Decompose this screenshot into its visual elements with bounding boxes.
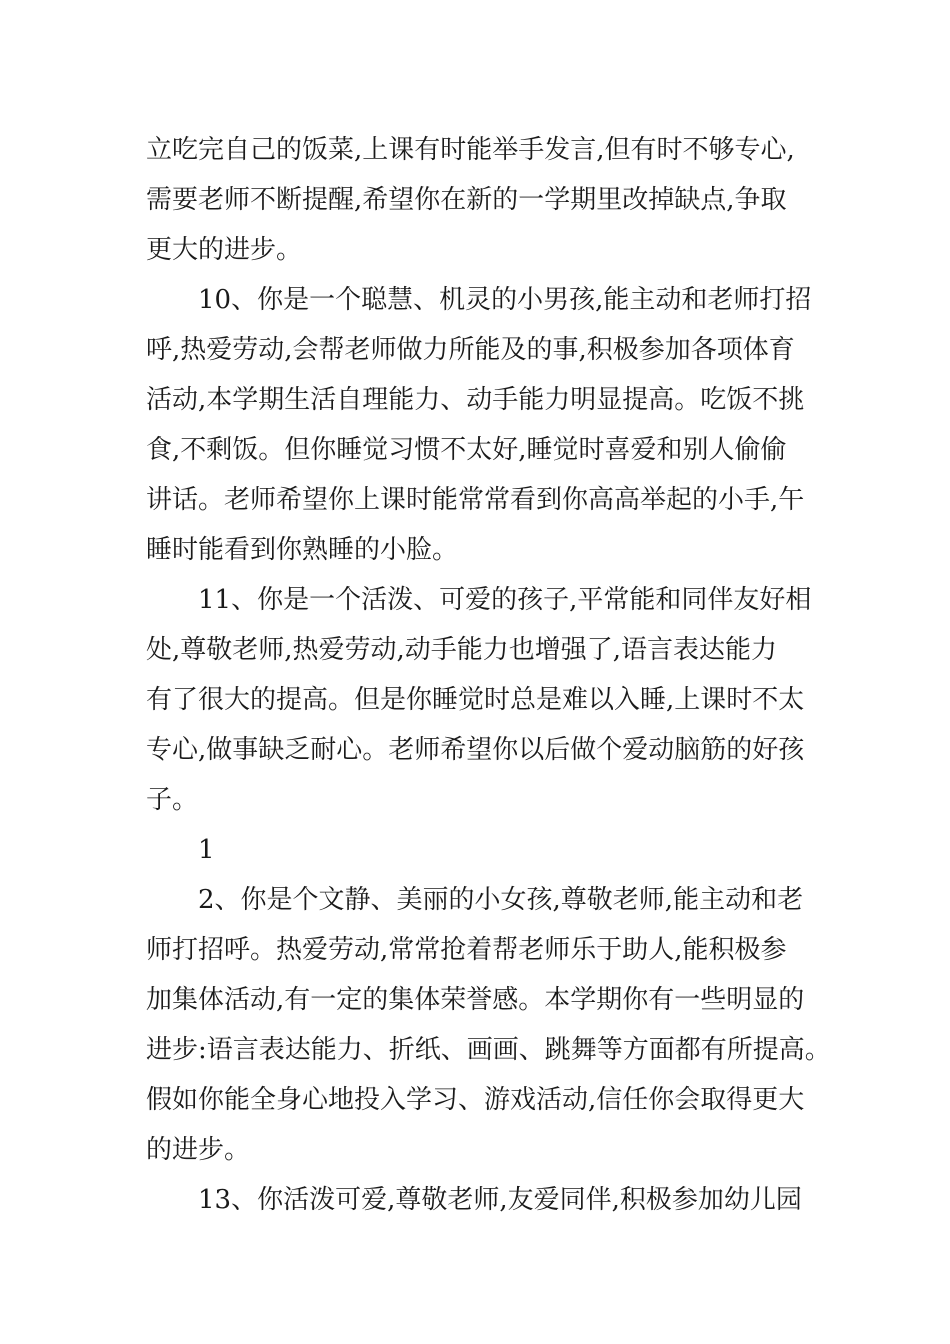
paragraph-comment-2 xyxy=(146,875,831,1175)
text-line: 进步:语言表达能力、折纸、画画、跳舞等方面都有所提高。 xyxy=(146,1035,831,1065)
paragraph-comment-11 xyxy=(146,575,812,825)
text-line: 有了很大的提高。但是你睡觉时总是难以入睡,上课时不太 xyxy=(146,685,805,715)
text-line: 的进步。 xyxy=(146,1135,251,1165)
paragraph-number-fragment xyxy=(146,825,806,875)
text-line: 加集体活动,有一定的集体荣誉感。本学期你有一些明显的 xyxy=(146,985,805,1015)
text-line: 食,不剩饭。但你睡觉习惯不太好,睡觉时喜爱和别人偷偷 xyxy=(146,435,787,465)
paragraph-comment-13 xyxy=(146,1175,806,1225)
text-line: 子。 xyxy=(146,785,199,815)
text-line: 专心,做事缺乏耐心。老师希望你以后做个爱动脑筋的好孩 xyxy=(146,735,805,765)
text-line: 1 xyxy=(198,835,215,865)
paragraph-comment-10 xyxy=(146,275,812,575)
text-line: 13、你活泼可爱,尊敬老师,友爱同伴,积极参加幼儿园 xyxy=(198,1185,802,1215)
text-line: 师打招呼。热爱劳动,常常抢着帮老师乐于助人,能积极参 xyxy=(146,935,787,965)
document-body xyxy=(146,125,831,1225)
text-line: 2、你是个文静、美丽的小女孩,尊敬老师,能主动和老 xyxy=(198,885,804,915)
paragraph-continued xyxy=(146,125,806,275)
text-line: 处,尊敬老师,热爱劳动,动手能力也增强了,语言表达能力 xyxy=(146,635,778,665)
text-line: 需要老师不断提醒,希望你在新的一学期里改掉缺点,争取 xyxy=(146,185,787,215)
text-line: 10、你是一个聪慧、机灵的小男孩,能主动和老师打招 xyxy=(198,285,812,315)
text-line: 睡时能看到你熟睡的小脸。 xyxy=(146,535,459,565)
text-line: 11、你是一个活泼、可爱的孩子,平常能和同伴友好相 xyxy=(198,585,812,615)
text-line: 讲话。老师希望你上课时能常常看到你高高举起的小手,午 xyxy=(146,485,805,515)
text-line: 更大的进步。 xyxy=(146,235,303,265)
text-line: 立吃完自己的饭菜,上课有时能举手发言,但有时不够专心, xyxy=(146,135,795,165)
text-line: 假如你能全身心地投入学习、游戏活动,信任你会取得更大 xyxy=(146,1085,805,1115)
text-line: 呼,热爱劳动,会帮老师做力所能及的事,积极参加各项体育 xyxy=(146,335,795,365)
text-line: 活动,本学期生活自理能力、动手能力明显提高。吃饭不挑 xyxy=(146,385,805,415)
